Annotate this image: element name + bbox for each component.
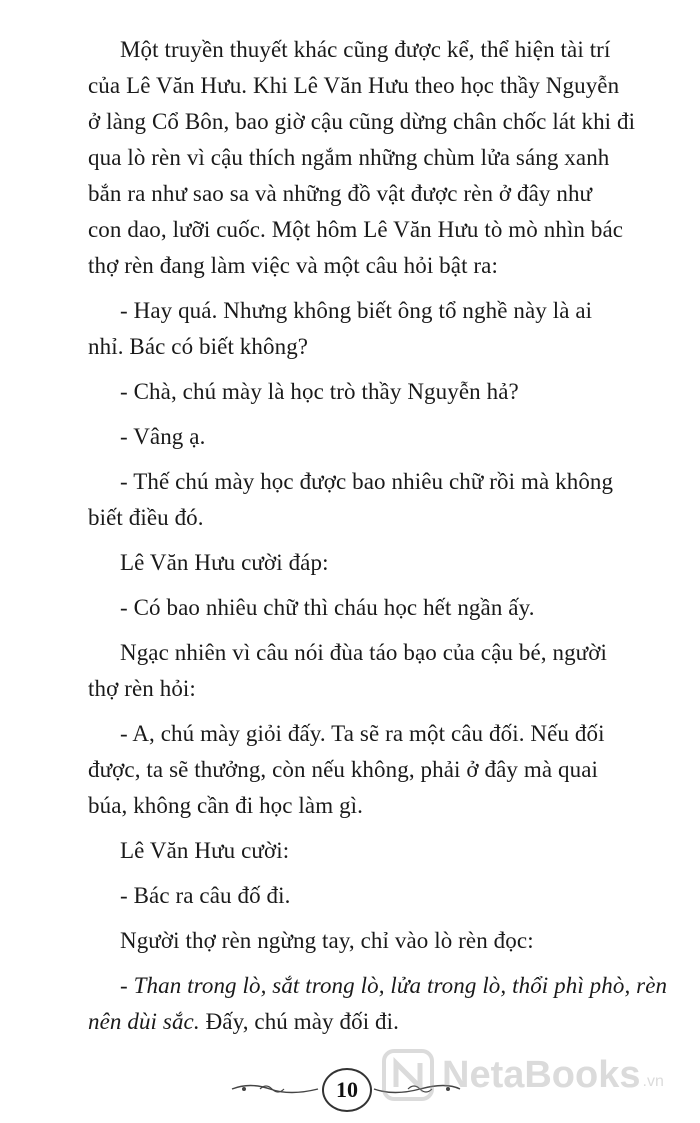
couplet-italic-tail: nên dùi sắc. [88,1009,200,1034]
paragraph [88,374,678,410]
text-line: qua lò rèn vì cậu thích ngắm những chùm lửa sáng xanh [88,145,610,170]
paragraph [88,590,678,626]
text-line: thợ rèn hỏi: [88,676,196,701]
text-line: - A, chú mày giỏi đấy. Ta sẽ ra một câu đối. Nếu đối [120,721,605,746]
text-line: - Vâng ạ. [120,424,206,449]
text-line: bắn ra như sao sa và những đồ vật được rèn ở đây như [88,181,593,206]
paragraph [88,293,678,365]
paragraph [88,32,678,284]
couplet-line-mixed [88,1004,678,1040]
text-line: Người thợ rèn ngừng tay, chỉ vào lò rèn đọc: [120,928,534,953]
page-number-badge [322,1068,372,1112]
paragraph [88,833,678,869]
paragraph [88,464,678,536]
netabooks-n-logo-icon [380,1047,436,1103]
text-line: - Hay quá. Nhưng không biết ông tổ nghề này là ai [120,298,593,323]
text-line: của Lê Văn Hưu. Khi Lê Văn Hưu theo học thầy Nguyễn [88,73,620,98]
footer-ornament-left-icon [230,1082,320,1096]
paragraph [88,923,678,959]
paragraph [88,545,678,581]
text-line: - Có bao nhiêu chữ thì cháu học hết ngần ấy. [120,595,535,620]
text-line: - Thế chú mày học được bao nhiêu chữ rồi mà không [120,469,614,494]
text-line: Một truyền thuyết khác cũng được kể, thể hiện tài trí [120,37,611,62]
page-body [88,32,678,1049]
couplet-line-italic: - Than trong lò, sắt trong lò, lửa trong lò, thổi phì phò, rèn [120,973,668,998]
watermark-suffix: .vn [642,1073,664,1090]
text-line: nhỉ. Bác có biết không? [88,334,309,359]
watermark-brand: NetaBooks [442,1053,641,1096]
couplet-normal-tail: Đấy, chú mày đối đi. [199,1009,399,1034]
paragraph [88,419,678,455]
text-line: - Bác ra câu đố đi. [120,883,291,908]
text-line: Lê Văn Hưu cười đáp: [120,550,329,575]
text-line: biết điều đó. [88,505,204,530]
watermark [380,1040,690,1110]
paragraph [88,635,678,707]
paragraph-couplet [88,968,678,1040]
text-line: con dao, lưỡi cuốc. Một hôm Lê Văn Hưu tò mò nhìn bác [88,217,624,242]
text-line: ở làng Cổ Bôn, bao giờ cậu cũng dừng chân chốc lát khi đi [88,109,636,134]
page-number: 10 [336,1077,358,1102]
text-line: - Chà, chú mày là học trò thầy Nguyễn hả? [120,379,519,404]
paragraph [88,878,678,914]
text-line: Ngạc nhiên vì câu nói đùa táo bạo của cậu bé, người [120,640,607,665]
text-line: được, ta sẽ thưởng, còn nếu không, phải ở đây mà quai [88,757,598,782]
text-line: Lê Văn Hưu cười: [120,838,290,863]
text-line: thợ rèn đang làm việc và một câu hỏi bật ra: [88,253,498,278]
paragraph [88,716,678,824]
text-line: búa, không cần đi học làm gì. [88,793,364,818]
